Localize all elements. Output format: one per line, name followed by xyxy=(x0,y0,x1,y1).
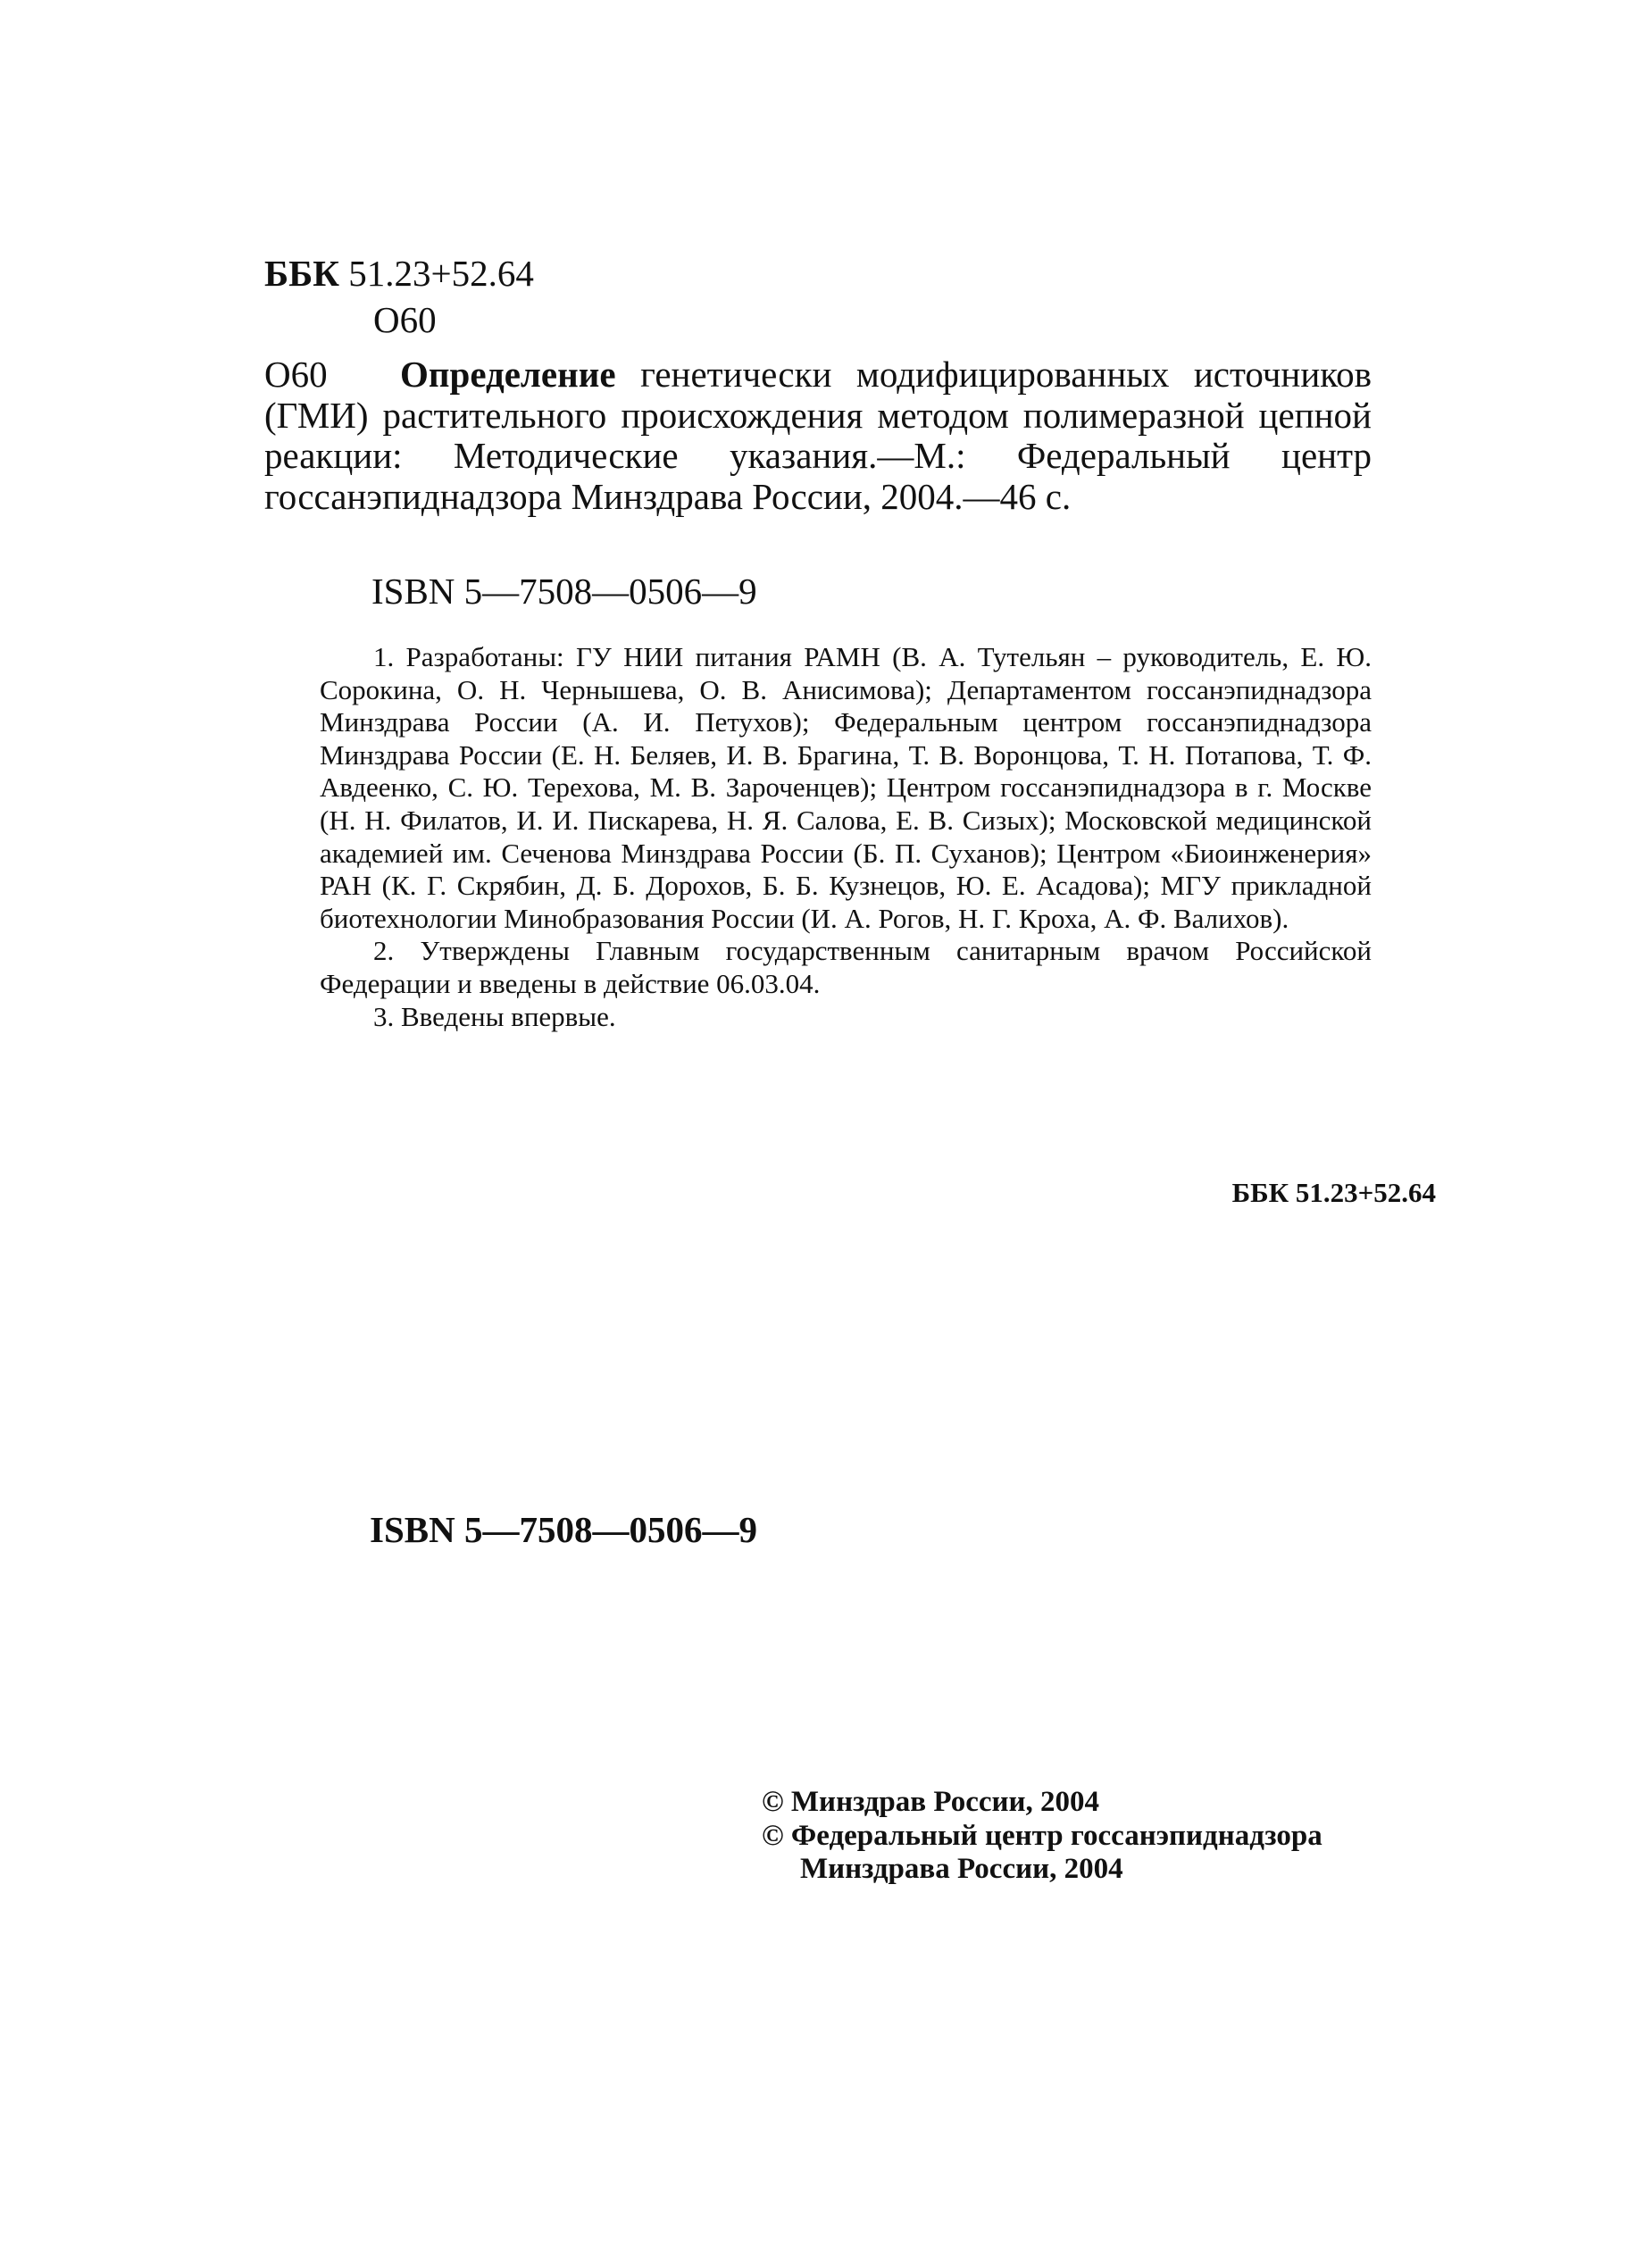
bbk-code: 51.23+52.64 xyxy=(348,253,534,294)
note-first-edition: 3. Введены впервые. xyxy=(373,1000,616,1032)
bbk-prefix: ББК xyxy=(264,253,339,294)
copyright-line-3: Минздрава России, 2004 xyxy=(800,1853,1123,1885)
entry-author-code: О60 xyxy=(264,354,328,395)
copyright-block xyxy=(762,1786,1405,1887)
entry-title-lead: Определение xyxy=(400,354,616,395)
isbn-bottom: ISBN 5—7508—0506—9 xyxy=(370,1509,757,1550)
isbn-top: ISBN 5—7508—0506—9 xyxy=(371,571,757,612)
note-approval: 2. Утверждены Главным государственным санитарным врачом Российской Федерации и введены в действие 06.03.04. xyxy=(320,935,1372,999)
author-code: О60 xyxy=(373,299,437,340)
note-developers: 1. Разработаны: ГУ НИИ питания РАМН (В. А. Тутельян – руководитель, Е. Ю. Сорокина, О. Н. Чернышева, О. В. Анисимова); Департаментом госсанэпиднадзора Минздрава России (А. И. Петухов); Федеральным центром госсанэпиднадзора Минздрава России (Е. Н. Беляев, И. В. Брагина, Т. В. Воронцова, Т. Н. Потапова, Т. Ф. Авдеенко, С. Ю. Терехова, М. В. Зароченцев); Центром госсанэпиднадзора в г. Москве (Н. Н. Филатов, И. И. Пискарева, Н. Я. Салова, Е. В. Сизых); Московской медицинской академией им. Сеченова Минздрава России (Б. П. Суханов); Центром «Биоинженерия» РАН (К. Г. Скрябин, Д. Б. Дорохов, Б. Б. Кузнецов, Ю. Е. Асадова); МГУ прикладной биотехнологии Минобразования России (И. А. Рогов, Н. Г. Кроха, А. Ф. Валихов). xyxy=(320,641,1372,934)
copyright-line-1: © Минздрав России, 2004 xyxy=(762,1786,1100,1818)
bibliographic-entry xyxy=(264,354,1372,517)
copyright-line-2: © Федеральный центр госсанэпиднадзора xyxy=(762,1819,1322,1852)
bbk-classification xyxy=(264,250,534,296)
bbk-right: ББК 51.23+52.64 xyxy=(1231,1177,1436,1208)
notes xyxy=(320,641,1372,1033)
entry-title-rest: генетически модифицированных источников (ГМИ) растительного происхождения методом полимеразной цепной реакции: Методические указания.—М.: Федеральный центр госсанэпиднадзора Минздрава России, 2004.—46 с. xyxy=(264,354,1372,517)
